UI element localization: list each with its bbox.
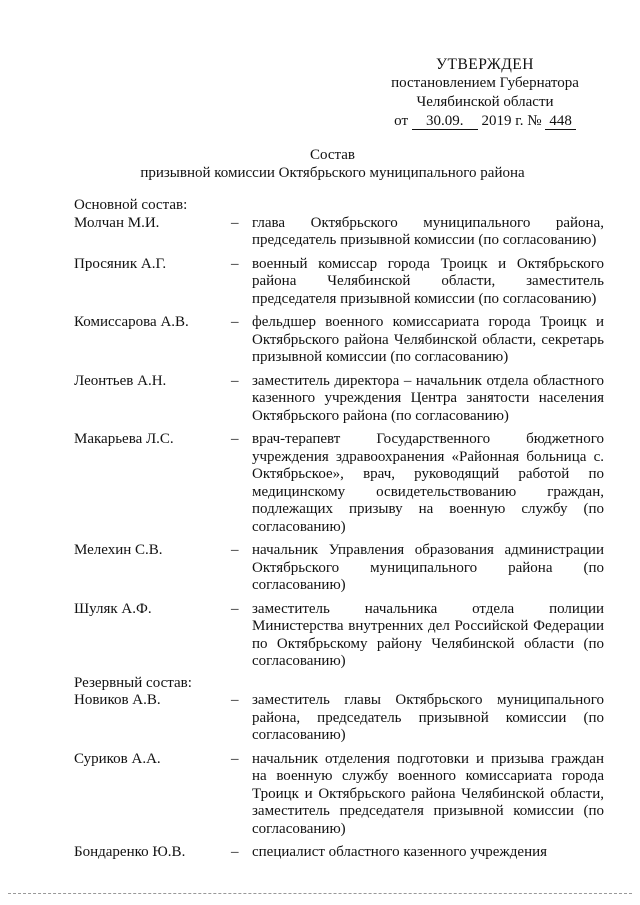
member-row	[74, 314, 604, 367]
member-name: Новиков А.В.	[74, 692, 161, 708]
approval-year: 2019 г. №	[481, 113, 542, 129]
title-line-1: Состав	[309, 147, 355, 163]
member-name: Молчан М.И.	[74, 214, 160, 231]
member-dash: –	[231, 372, 239, 389]
member-row	[74, 601, 604, 671]
member-role: начальник Управления образования администрации Октябрьского муниципального района (по согласованию)	[252, 542, 604, 593]
approval-stamp-block	[360, 55, 610, 131]
member-name: Бондаренко Ю.В.	[74, 844, 186, 860]
main-section-label: Основной состав:	[74, 197, 188, 213]
member-role: начальник отделения подготовки и призыва граждан на военную службу военного комиссариата города Троицк и Октябрьского района Челябинской области, заместитель председателя призывной комиссии (по согласованию)	[252, 750, 604, 837]
member-row	[74, 373, 604, 426]
member-row	[74, 751, 604, 839]
title-line-2: призывной комиссии Октябрьского муниципального района	[140, 165, 525, 181]
member-row	[74, 542, 604, 595]
member-role: фельдшер военного комиссариата города Троицк и Октябрьского района Челябинской области, секретарь призывной комиссии (по согласованию)	[252, 314, 604, 365]
member-name: Леонтьев А.Н.	[74, 372, 167, 389]
member-dash: –	[231, 255, 239, 272]
member-row	[74, 844, 604, 862]
member-role: врач-терапевт Государственного бюджетного учреждения здравоохранения «Районная больница с. Октябрьское», врач, руководящий работой по медицинскому освидетельствованию граждан, подлежащих призыву на военную службу (по согласованию)	[252, 431, 604, 535]
approval-number: 448	[545, 113, 576, 130]
member-name: Суриков А.А.	[74, 750, 161, 767]
member-name: Комиссарова А.В.	[74, 314, 189, 330]
member-dash: –	[231, 314, 239, 330]
member-dash: –	[231, 692, 239, 708]
member-dash: –	[231, 750, 239, 767]
member-row	[74, 256, 604, 309]
member-dash: –	[231, 214, 239, 231]
approval-date: 30.09.	[412, 113, 478, 130]
member-dash: –	[231, 431, 239, 447]
member-dash: –	[231, 542, 239, 558]
commission-composition	[74, 197, 604, 868]
member-name: Мелехин С.В.	[74, 542, 163, 558]
member-row	[74, 215, 604, 250]
approval-line-governor: постановлением Губернатора	[391, 75, 579, 91]
member-name: Просяник А.Г.	[74, 255, 167, 272]
member-role: специалист областного казенного учреждения	[252, 844, 548, 860]
approval-from-prefix: от	[394, 113, 409, 129]
member-role: глава Октябрьского муниципального района, председатель призывной комиссии (по согласованию)	[252, 214, 604, 248]
member-row	[74, 692, 604, 745]
reserve-section-label: Резервный состав:	[74, 674, 192, 691]
approval-date-line	[360, 112, 610, 131]
page-bottom-divider	[8, 893, 632, 894]
member-role: заместитель начальника отдела полиции Министерства внутренних дел Российской Федерации по Октябрьскому району Челябинской области (по согласованию)	[252, 600, 604, 669]
member-role: военный комиссар города Троицк и Октябрьского района Челябинской области, заместитель председателя призывной комиссии (по согласованию)	[252, 255, 604, 307]
document-title	[60, 146, 605, 182]
member-dash: –	[231, 600, 239, 617]
approval-line-region: Челябинской области	[416, 94, 554, 110]
member-role: заместитель директора – начальник отдела областного казенного учреждения Центра занятости населения Октябрьского района (по согласованию)	[252, 372, 604, 424]
approved-heading: УТВЕРЖДЕН	[436, 56, 534, 73]
member-row	[74, 431, 604, 536]
member-name: Шуляк А.Ф.	[74, 600, 152, 617]
member-role: заместитель главы Октябрьского муниципального района, председатель призывной комиссии (по согласованию)	[252, 692, 604, 743]
member-dash: –	[231, 844, 239, 860]
member-name: Макарьева Л.С.	[74, 431, 174, 447]
